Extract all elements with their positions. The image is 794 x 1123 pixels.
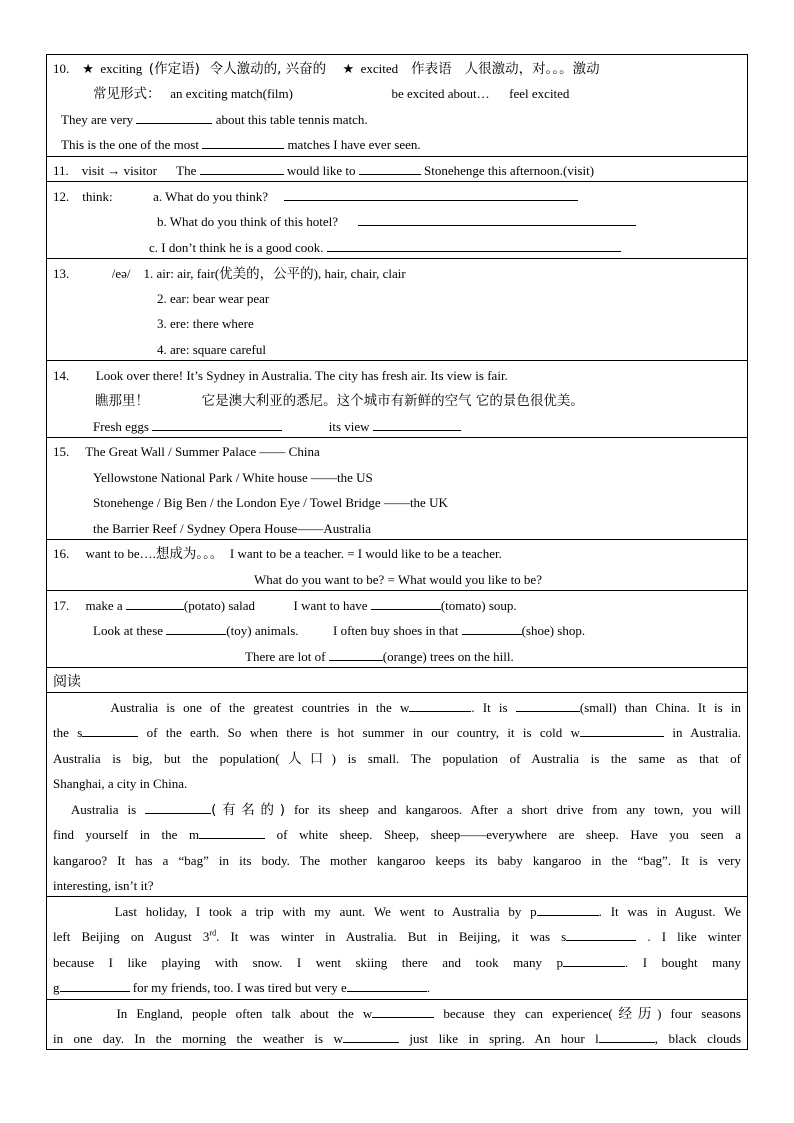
- passage-1-line-1: Australia is one of the greatest countries in the w . It is (small) than China. It is in: [110, 700, 742, 715]
- item-17-row-2: Look at these (toy) animals. I often buy shoes in that (shoe) shop.: [93, 623, 586, 638]
- row-divider: [47, 590, 747, 591]
- star-icon: ★: [82, 61, 94, 76]
- blank[interactable]: [145, 801, 211, 814]
- item-10-example-2: This is the one of the most matches I have ever seen.: [61, 137, 421, 152]
- blank[interactable]: [359, 162, 421, 175]
- passage-3-line-4: g for my friends, too. I was tired but very e .: [53, 980, 431, 995]
- passage-2-line-2: find yourself in the m of white sheep. Sheep, sheep——everywhere are sheep. Have you seen a: [53, 827, 742, 842]
- blank[interactable]: [329, 648, 383, 661]
- item-12-a: 12. think: a. What do you think?: [53, 188, 578, 206]
- item-14-blanks: Fresh eggs its view: [93, 418, 461, 436]
- item-15-row-1: 15. The Great Wall / Summer Palace —— China: [53, 444, 320, 459]
- answer-line[interactable]: [284, 188, 578, 201]
- row-divider: [47, 437, 747, 438]
- row-divider: [47, 258, 747, 259]
- row-divider: [47, 539, 747, 540]
- blank[interactable]: [202, 136, 284, 149]
- passage-2-line-3: kangaroo? It has a “bag” in its body. The mother kangaroo keeps its baby kangaroo in the “bag”. It is very: [53, 853, 741, 868]
- passage-2-line-1: Australia is (有名的) for its sheep and kangaroos. After a short drive from any town, you will: [70, 802, 741, 818]
- item-16-row-1: 16. want to be….想成为。。。 I want to be a teacher. = I would like to be a teacher.: [53, 546, 502, 562]
- blank[interactable]: [580, 724, 664, 737]
- item-15-row-2: Yellowstone National Park / White house ——the US: [93, 470, 373, 485]
- row-divider: [47, 896, 747, 897]
- blank[interactable]: [343, 1030, 399, 1043]
- passage-2-line-4: interesting, isn’t it?: [53, 878, 154, 893]
- passage-3-line-2: left Beijing on August 3rd. It was winter in Australia. But in Beijing, it was s . I like winter: [53, 928, 741, 944]
- star-icon: ★: [342, 61, 355, 76]
- passage-1-line-3: Australia is big, but the population(人口) is small. The population of Australia is the same as that of: [53, 751, 741, 767]
- row-divider: [47, 360, 747, 361]
- blank[interactable]: [372, 1005, 434, 1018]
- passage-3-line-1: Last holiday, I took a trip with my aunt. We went to Australia by p . It was in August. We: [114, 904, 741, 919]
- blank[interactable]: [347, 979, 427, 992]
- answer-line[interactable]: [327, 239, 621, 252]
- blank[interactable]: [136, 111, 212, 124]
- item-17-row-1: 17. make a (potato) salad I want to have (tomato) soup.: [53, 598, 517, 613]
- blank[interactable]: [82, 724, 138, 737]
- item-14-english: 14. Look over there! It’s Sydney in Australia. The city has fresh air. Its view is fair.: [53, 368, 508, 383]
- blank[interactable]: [563, 954, 625, 967]
- blank[interactable]: [537, 903, 599, 916]
- item-number: 10.: [53, 61, 70, 76]
- item-15-row-3: Stonehenge / Big Ben / the London Eye / Towel Bridge ——the UK: [93, 495, 448, 510]
- item-13-row-1: 13. /eə/ 1. air: air, fair(优美的，公平的), hair, chair, clair: [53, 266, 406, 282]
- item-10-forms: 常见形式： an exciting match(film) be excited about… feel excited: [93, 86, 570, 102]
- blank[interactable]: [60, 979, 130, 992]
- blank[interactable]: [566, 928, 636, 941]
- blank[interactable]: [516, 699, 580, 712]
- blank[interactable]: [371, 597, 441, 610]
- blank[interactable]: [599, 1030, 655, 1043]
- item-13-row-4: 4. are: square careful: [157, 342, 266, 357]
- item-12-c: c. I don’t think he is a good cook.: [149, 239, 621, 257]
- blank[interactable]: [199, 826, 265, 839]
- passage-1-line-2: the s of the earth. So when there is hot summer in our country, it is cold w in Australia.: [53, 725, 742, 740]
- blank[interactable]: [462, 622, 522, 635]
- answer-line[interactable]: [358, 213, 636, 226]
- row-divider: [47, 181, 747, 182]
- passage-1-line-4: Shanghai, a city in China.: [53, 776, 188, 791]
- item-10-line-1: 10. ★ exciting (作定语) 令人激动的, 兴奋的 ★ excited 作表语 人很激动，对。。。激动: [53, 61, 600, 77]
- item-16-row-2: What do you want to be? = What would you like to be?: [254, 572, 542, 587]
- row-divider: [47, 156, 747, 157]
- blank[interactable]: [409, 699, 471, 712]
- passage-4-line-2: in one day. In the morning the weather is w just like in spring. An hour l , black clouds: [53, 1031, 742, 1046]
- item-13-row-2: 2. ear: bear wear pear: [157, 291, 270, 306]
- item-15-row-4: the Barrier Reef / Sydney Opera House——Australia: [93, 521, 371, 536]
- item-12-b: b. What do you think of this hotel?: [157, 213, 636, 231]
- blank[interactable]: [200, 162, 284, 175]
- passage-4-line-1: In England, people often talk about the w because they can experience(经历) four seasons: [116, 1006, 741, 1022]
- row-divider: [47, 999, 747, 1000]
- item-10-example-1: They are very about this table tennis match.: [61, 112, 368, 127]
- passage-3-line-3: because I like playing with snow. I went skiing there and took many p . I bought many: [53, 955, 742, 970]
- row-divider: [47, 692, 747, 693]
- blank[interactable]: [152, 418, 282, 431]
- worksheet-table: [46, 54, 748, 1050]
- blank[interactable]: [373, 418, 461, 431]
- item-17-row-3: There are lot of (orange) trees on the hill.: [245, 649, 514, 664]
- item-11: 11. visit → visitor The would like to Stonehenge this afternoon.(visit): [53, 163, 595, 178]
- item-13-row-3: 3. ere: there where: [157, 316, 254, 331]
- blank[interactable]: [166, 622, 226, 635]
- row-divider: [47, 667, 747, 668]
- reading-title: 阅读: [53, 674, 81, 690]
- item-14-chinese: 瞧那里！ 它是澳大利亚的悉尼。这个城市有新鲜的空气 它的景色很优美。: [95, 393, 584, 409]
- blank[interactable]: [126, 597, 184, 610]
